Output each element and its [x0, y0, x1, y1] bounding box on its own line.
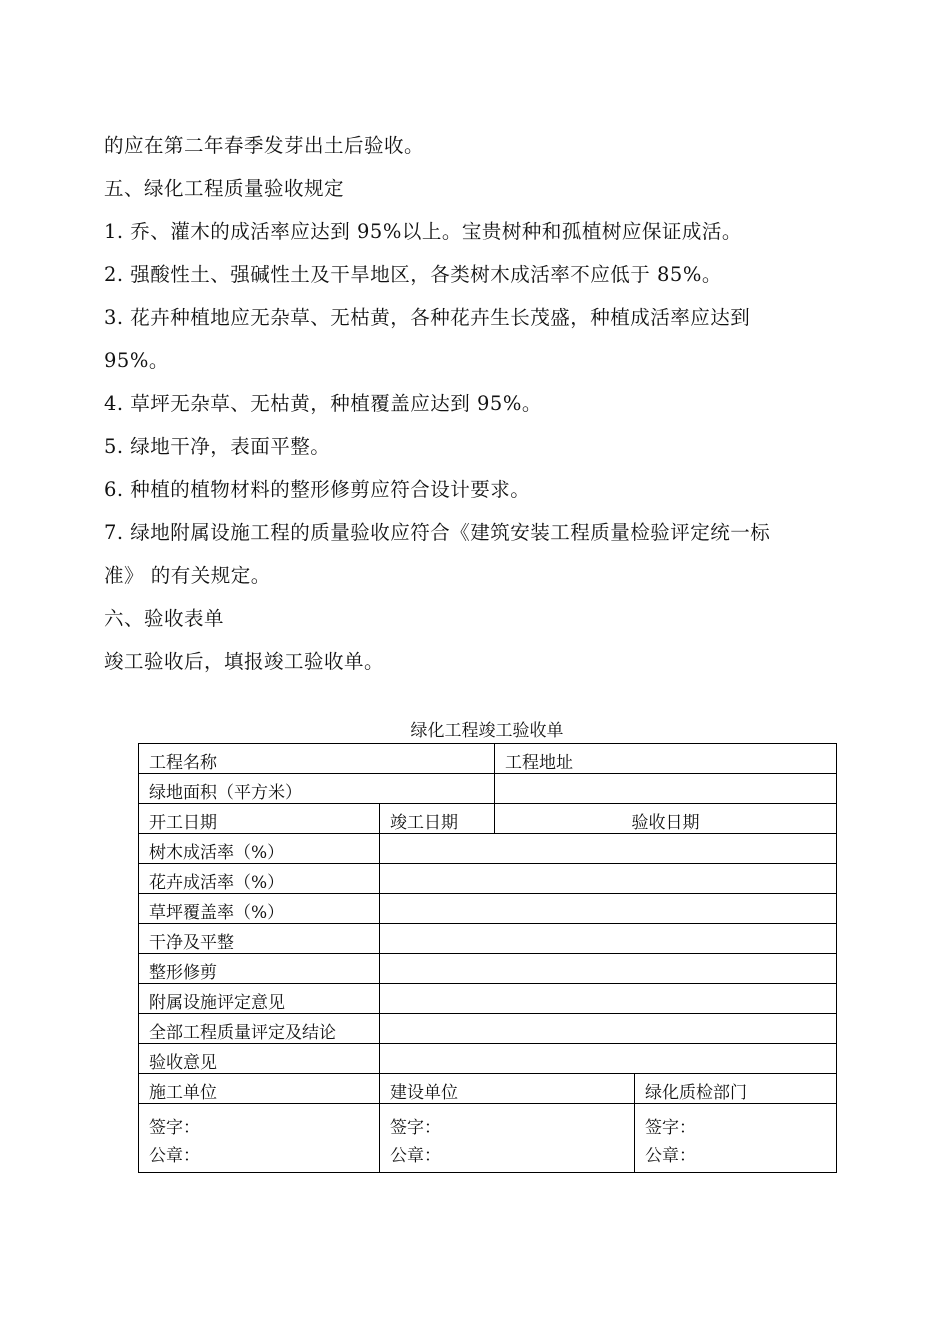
rule-item-5: 5. 绿地干净，表面平整。 — [104, 435, 331, 458]
rule-item-7-continued: 准》 的有关规定。 — [104, 564, 271, 587]
rule-item-4: 4. 草坪无杂草、无枯黄，种植覆盖应达到 95%。 — [104, 392, 542, 415]
rule-item-1: 1. 乔、灌木的成活率应达到 95%以上。宝贵树种和孤植树应保证成活。 — [104, 220, 742, 243]
building-unit-label: 建设单位 — [380, 1074, 635, 1104]
rule-item-7: 7. 绿地附属设施工程的质量验收应符合《建筑安装工程质量检验评定统一标 — [104, 521, 771, 544]
form-title: 绿化工程竣工验收单 — [410, 721, 564, 741]
table-row — [139, 804, 837, 834]
construction-unit-signature-cell[interactable] — [139, 1104, 380, 1173]
table-row — [139, 954, 837, 984]
tree-survival-label: 树木成活率（%） — [139, 834, 380, 864]
pruning-label: 整形修剪 — [139, 954, 380, 984]
seal-label: 公章： — [149, 1146, 200, 1166]
clean-flat-value-cell[interactable] — [380, 924, 837, 954]
acceptance-opinion-label: 验收意见 — [139, 1044, 380, 1074]
form-intro: 竣工验收后，填报竣工验收单。 — [104, 650, 385, 673]
seal-label: 公章： — [645, 1146, 696, 1166]
sign-label: 签字： — [149, 1118, 200, 1138]
flower-survival-value-cell[interactable] — [380, 864, 837, 894]
table-row — [139, 834, 837, 864]
table-row — [139, 924, 837, 954]
table-row — [139, 1074, 837, 1104]
overall-quality-label: 全部工程质量评定及结论 — [139, 1014, 380, 1044]
table-row — [139, 984, 837, 1014]
overall-quality-value-cell[interactable] — [380, 1014, 837, 1044]
flower-survival-label: 花卉成活率（%） — [139, 864, 380, 894]
section-heading-6: 六、验收表单 — [104, 607, 225, 630]
table-row — [139, 774, 837, 804]
section-heading-5: 五、绿化工程质量验收规定 — [104, 177, 345, 200]
start-date-label: 开工日期 — [139, 804, 380, 834]
pruning-value-cell[interactable] — [380, 954, 837, 984]
rule-item-6: 6. 种植的植物材料的整形修剪应符合设计要求。 — [104, 478, 531, 501]
table-row — [139, 894, 837, 924]
signature-row — [139, 1104, 837, 1173]
paragraph-1: 的应在第二年春季发芽出土后验收。 — [104, 134, 425, 157]
table-row — [139, 1044, 837, 1074]
construction-unit-label: 施工单位 — [139, 1074, 380, 1104]
green-area-label: 绿地面积（平方米） — [139, 774, 495, 804]
rule-item-3-continued: 95%。 — [104, 349, 169, 372]
rule-item-2: 2. 强酸性土、强碱性土及干旱地区，各类树木成活率不应低于 85%。 — [104, 263, 722, 286]
rule-item-3: 3. 花卉种植地应无杂草、无枯黄，各种花卉生长茂盛，种植成活率应达到 — [104, 306, 751, 329]
acceptance-date-label: 验收日期 — [495, 804, 837, 834]
building-unit-signature-cell[interactable] — [380, 1104, 635, 1173]
lawn-coverage-label: 草坪覆盖率（%） — [139, 894, 380, 924]
completion-date-label: 竣工日期 — [380, 804, 495, 834]
tree-survival-value-cell[interactable] — [380, 834, 837, 864]
sign-label: 签字： — [390, 1118, 441, 1138]
quality-dept-label: 绿化质检部门 — [635, 1074, 837, 1104]
facility-opinion-label: 附属设施评定意见 — [139, 984, 380, 1014]
table-row — [139, 864, 837, 894]
facility-opinion-value-cell[interactable] — [380, 984, 837, 1014]
acceptance-opinion-value-cell[interactable] — [380, 1044, 837, 1074]
lawn-coverage-value-cell[interactable] — [380, 894, 837, 924]
table-row — [139, 1014, 837, 1044]
project-address-label: 工程地址 — [495, 744, 837, 774]
acceptance-form-table — [138, 743, 837, 1173]
project-name-label: 工程名称 — [139, 744, 495, 774]
sign-label: 签字： — [645, 1118, 696, 1138]
green-area-value-cell[interactable] — [495, 774, 837, 804]
quality-dept-signature-cell[interactable] — [635, 1104, 837, 1173]
table-row — [139, 744, 837, 774]
clean-flat-label: 干净及平整 — [139, 924, 380, 954]
seal-label: 公章： — [390, 1146, 441, 1166]
